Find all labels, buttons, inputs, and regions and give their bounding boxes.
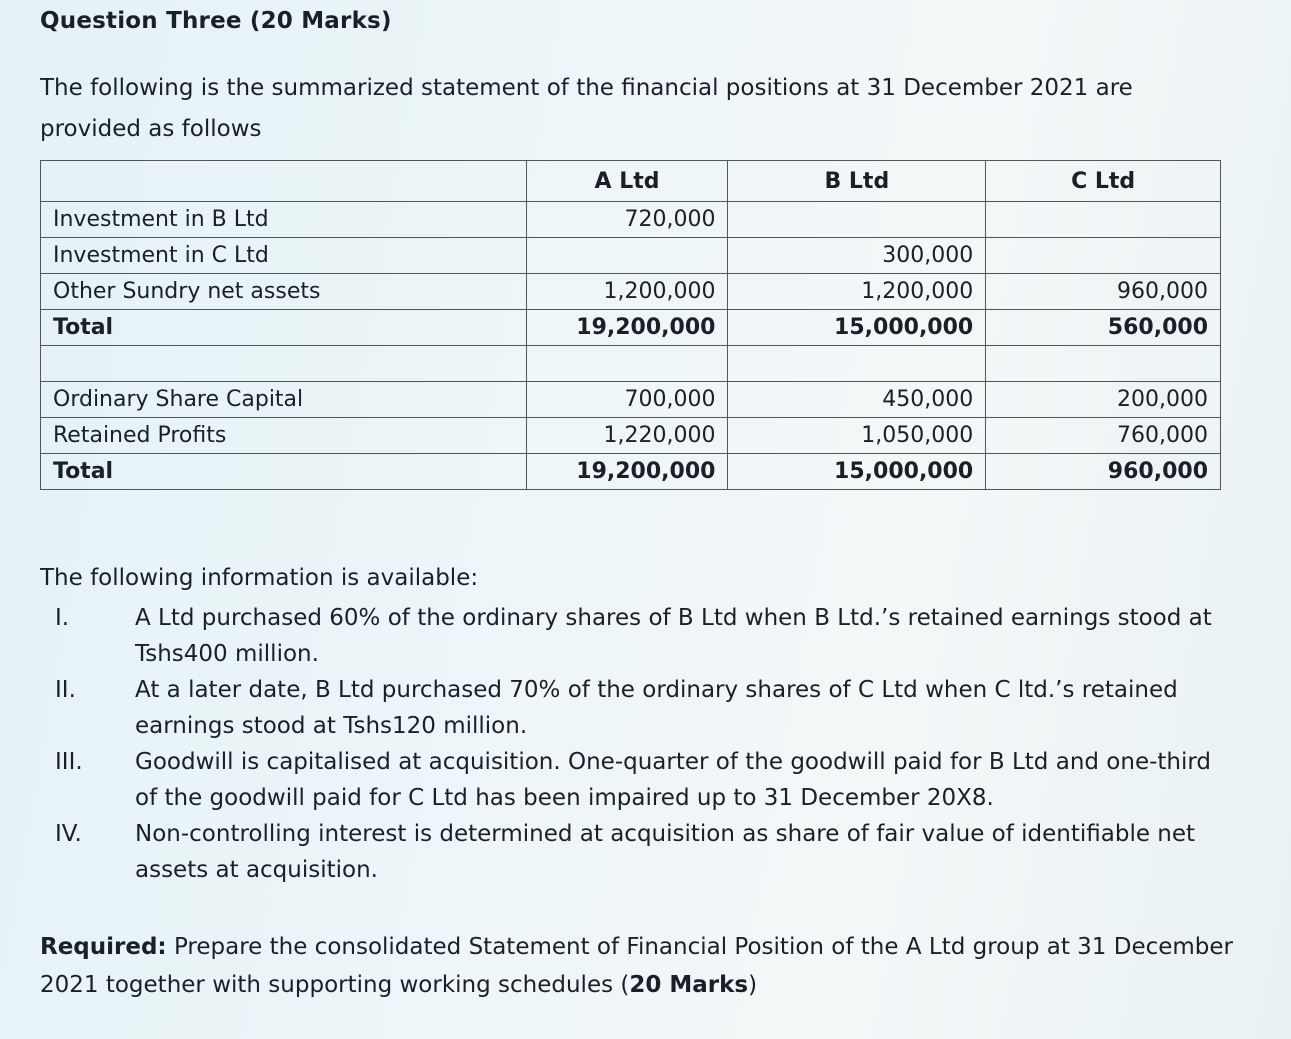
table-row-spacer xyxy=(41,346,1221,382)
table-row-total xyxy=(41,310,1221,346)
table-row xyxy=(41,418,1221,454)
cell-b: 1,200,000 xyxy=(728,274,986,310)
required-text: Prepare the consolidated Statement of Financial Position of the A Ltd group at 31 December 2021 together with supporting working schedules ( xyxy=(40,934,1233,998)
cell-a: 1,200,000 xyxy=(526,274,728,310)
cell-c: 560,000 xyxy=(986,310,1221,346)
cell-a: 700,000 xyxy=(526,382,728,418)
item-text: A Ltd purchased 60% of the ordinary shares of B Ltd when B Ltd.’s retained earnings stood at Tshs400 million. xyxy=(135,605,1212,667)
cell-a: 1,220,000 xyxy=(526,418,728,454)
required-instruction xyxy=(40,928,1240,1004)
table-row-total xyxy=(41,454,1221,490)
row-label: Total xyxy=(41,310,527,346)
cell-c xyxy=(986,346,1221,382)
table-row xyxy=(41,202,1221,238)
list-item xyxy=(40,744,1240,816)
table-row xyxy=(41,274,1221,310)
header-cell-label xyxy=(41,161,527,202)
cell-a: 19,200,000 xyxy=(526,454,728,490)
required-marks: 20 Marks xyxy=(629,972,749,998)
cell-a: 720,000 xyxy=(526,202,728,238)
row-label: Investment in C Ltd xyxy=(41,238,527,274)
cell-a xyxy=(526,346,728,382)
table-row xyxy=(41,382,1221,418)
cell-c: 960,000 xyxy=(986,274,1221,310)
item-text: Non-controlling interest is determined at acquisition as share of fair value of identifiable net assets at acquisition. xyxy=(135,821,1196,883)
cell-a xyxy=(526,238,728,274)
cell-c: 760,000 xyxy=(986,418,1221,454)
required-close: ) xyxy=(748,972,758,998)
header-b-ltd: B Ltd xyxy=(728,161,986,202)
item-number: II. xyxy=(55,677,76,703)
item-number: I. xyxy=(55,605,70,631)
information-list xyxy=(40,600,1240,888)
row-label: Other Sundry net assets xyxy=(41,274,527,310)
cell-b xyxy=(728,202,986,238)
cell-c: 200,000 xyxy=(986,382,1221,418)
header-a-ltd: A Ltd xyxy=(526,161,728,202)
row-label: Investment in B Ltd xyxy=(41,202,527,238)
cell-a: 19,200,000 xyxy=(526,310,728,346)
item-number: III. xyxy=(55,749,83,775)
row-label: Retained Profits xyxy=(41,418,527,454)
row-label: Ordinary Share Capital xyxy=(41,382,527,418)
item-text: Goodwill is capitalised at acquisition. One-quarter of the goodwill paid for B Ltd and one-third of the goodwill paid for C Ltd has been impaired up to 31 December 20X8. xyxy=(135,749,1212,811)
cell-b: 15,000,000 xyxy=(728,454,986,490)
information-heading: The following information is available: xyxy=(40,565,479,591)
item-number: IV. xyxy=(55,821,82,847)
item-text: At a later date, B Ltd purchased 70% of the ordinary shares of C Ltd when C ltd.’s retained earnings stood at Tshs120 million. xyxy=(135,677,1178,739)
intro-text: The following is the summarized statement of the financial positions at 31 December 2021 are provided as follows xyxy=(40,75,1133,142)
header-c-ltd: C Ltd xyxy=(986,161,1221,202)
financial-position-table xyxy=(40,160,1221,490)
list-item xyxy=(40,816,1240,888)
table-row xyxy=(41,238,1221,274)
question-title: Question Three (20 Marks) xyxy=(40,8,392,34)
list-item xyxy=(40,672,1240,744)
cell-c: 960,000 xyxy=(986,454,1221,490)
cell-c xyxy=(986,238,1221,274)
row-label: Total xyxy=(41,454,527,490)
cell-b: 1,050,000 xyxy=(728,418,986,454)
cell-b: 450,000 xyxy=(728,382,986,418)
cell-b xyxy=(728,346,986,382)
table-header-row xyxy=(41,161,1221,202)
cell-b: 300,000 xyxy=(728,238,986,274)
list-item xyxy=(40,600,1240,672)
row-label xyxy=(41,346,527,382)
cell-b: 15,000,000 xyxy=(728,310,986,346)
required-label: Required: xyxy=(40,934,167,960)
cell-c xyxy=(986,202,1221,238)
